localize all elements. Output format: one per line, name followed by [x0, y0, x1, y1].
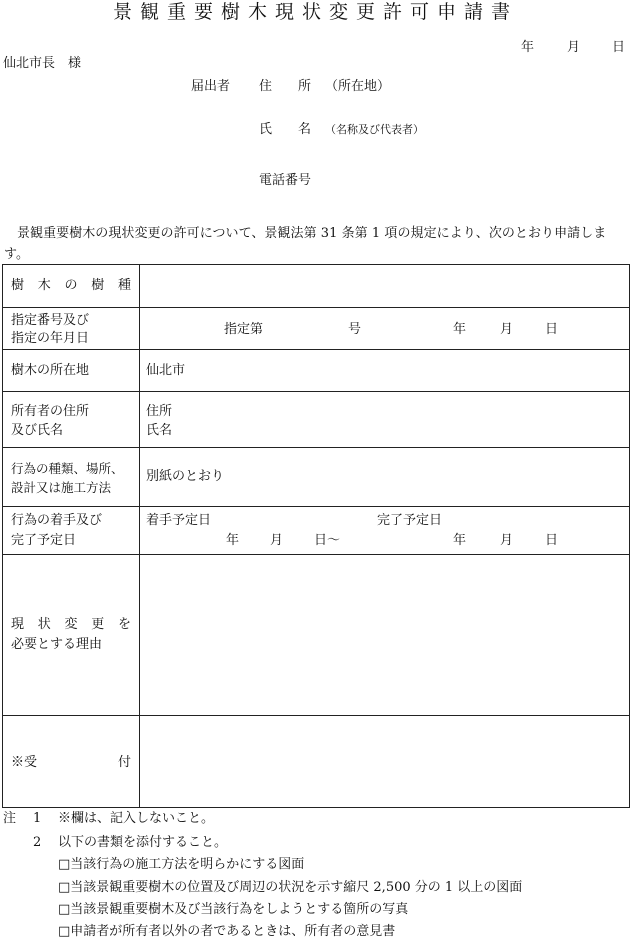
owner-address-label: 住所 — [146, 404, 173, 419]
row-receipt — [3, 716, 630, 808]
date-day: 日 — [612, 40, 626, 55]
period-value-cell[interactable] — [140, 507, 630, 555]
location-value: 仙北市 — [146, 363, 186, 378]
start-day: 日～ — [314, 533, 341, 548]
applicant-address-label: 住 所 — [259, 79, 312, 94]
designation-label-cell — [3, 308, 140, 350]
row-reason — [3, 555, 630, 716]
act-label-cell — [3, 448, 140, 507]
start-month: 月 — [270, 533, 284, 548]
page-title: 景観重要樹木現状変更許可申請書 — [112, 1, 518, 23]
receipt-label-2: 付 — [118, 755, 132, 770]
label-char: 状 — [37, 617, 51, 632]
act-value-cell[interactable] — [140, 448, 630, 507]
row-act — [3, 448, 630, 507]
reason-label-cell — [3, 555, 140, 716]
reason-value-cell[interactable] — [140, 555, 630, 716]
act-label-2: 設計又は施工方法 — [11, 480, 112, 495]
label-char: 樹 — [91, 278, 105, 293]
owner-label-cell — [3, 392, 140, 448]
note-1-text: ※欄は、記入しないこと。 — [58, 811, 215, 826]
row-designation — [3, 308, 630, 350]
designation-suffix: 号 — [348, 322, 362, 337]
species-label-cell — [3, 265, 140, 308]
notes-prefix: 注 — [3, 811, 17, 826]
label-char: の — [64, 278, 78, 293]
row-location — [3, 350, 630, 392]
note-2-text: 以下の書類を添付すること。 — [58, 835, 228, 850]
designation-value-cell[interactable] — [140, 308, 630, 350]
note-2-number: 2 — [33, 835, 42, 850]
designation-month: 月 — [500, 322, 514, 337]
end-label: 完了予定日 — [377, 513, 443, 528]
owner-label-1: 所有者の住所 — [11, 404, 90, 419]
receipt-value-cell — [140, 716, 630, 808]
note-1-number: 1 — [33, 811, 42, 826]
period-label-2: 完了予定日 — [11, 533, 77, 548]
end-month: 月 — [500, 533, 514, 548]
label-char: 木 — [37, 278, 51, 293]
applicant-header: 届出者 — [191, 79, 231, 94]
location-label-cell — [3, 350, 140, 392]
row-period — [3, 507, 630, 555]
start-label: 着手予定日 — [146, 513, 212, 528]
body-text: 景観重要樹木の現状変更の許可について、景観法第 31 条第 1 項の規定により、次のとおり申請します。 — [4, 226, 607, 262]
reason-label-2: 必要とする理由 — [11, 637, 103, 652]
designation-label-1: 指定番号及び — [11, 313, 90, 328]
receipt-label-cell — [3, 716, 140, 808]
label-char: 樹 — [11, 278, 25, 293]
act-value: 別紙のとおり — [146, 469, 225, 484]
species-label — [11, 279, 131, 292]
applicant-phone-label: 電話番号 — [259, 173, 312, 188]
end-year: 年 — [453, 533, 467, 548]
designation-prefix: 指定第 — [224, 322, 264, 337]
attachment-item: □申請者が所有者以外の者であるときは、所有者の意見書 — [58, 924, 396, 939]
label-char: 現 — [11, 617, 25, 632]
date-month: 月 — [567, 40, 581, 55]
receipt-label-1: ※受 — [11, 755, 38, 770]
applicant-name-label: 氏 名 — [259, 122, 312, 137]
act-label-1: 行為の種類、場所、 — [11, 461, 124, 476]
application-table — [2, 264, 630, 808]
applicant-name-note: （名称及び代表者） — [325, 123, 424, 136]
location-label: 樹木の所在地 — [11, 363, 90, 378]
label-char: を — [117, 617, 131, 632]
attachment-item: □当該景観重要樹木及び当該行為をしようとする箇所の写真 — [58, 902, 409, 917]
designation-label-2: 指定の年月日 — [11, 331, 90, 346]
designation-year: 年 — [453, 322, 467, 337]
designation-day: 日 — [545, 322, 559, 337]
location-value-cell[interactable] — [140, 350, 630, 392]
end-day: 日 — [545, 533, 559, 548]
species-value-cell[interactable] — [140, 265, 630, 308]
owner-name-label: 氏名 — [146, 423, 173, 438]
owner-value-cell[interactable] — [140, 392, 630, 448]
period-label-1: 行為の着手及び — [11, 513, 103, 528]
row-species — [3, 265, 630, 308]
period-label-cell — [3, 507, 140, 555]
row-owner — [3, 392, 630, 448]
addressee: 仙北市長 様 — [3, 56, 82, 71]
label-char: 更 — [91, 617, 105, 632]
label-char: 種 — [117, 278, 131, 293]
reason-label-1 — [11, 618, 131, 631]
label-char: 変 — [64, 617, 78, 632]
applicant-address-note: （所在地） — [325, 79, 391, 94]
owner-label-2: 及び氏名 — [11, 423, 64, 438]
attachment-item: □当該景観重要樹木の位置及び周辺の状況を示す縮尺 2,500 分の 1 以上の図面 — [58, 880, 523, 895]
start-year: 年 — [226, 533, 240, 548]
attachment-item: □当該行為の施工方法を明らかにする図面 — [58, 857, 305, 872]
date-year: 年 — [521, 40, 535, 55]
